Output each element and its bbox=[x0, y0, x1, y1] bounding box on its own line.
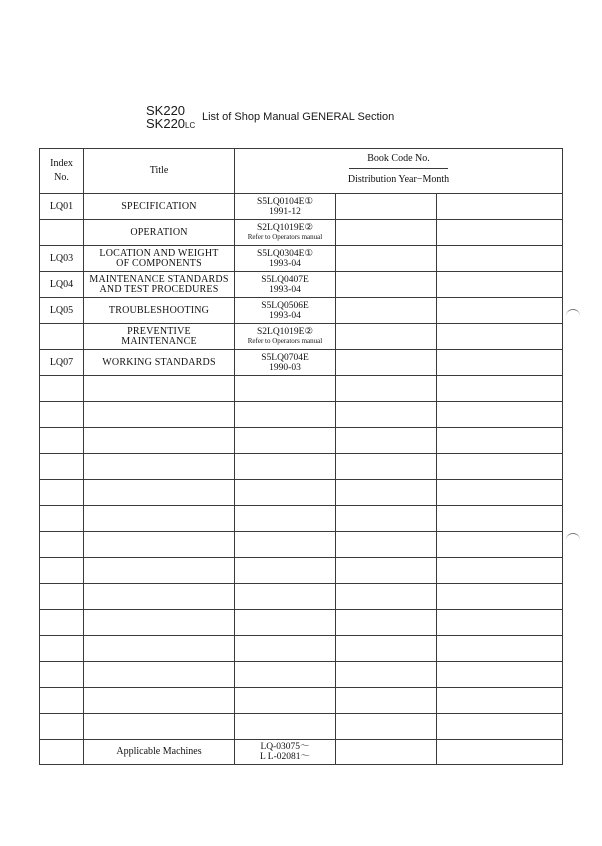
column-header-distribution: Distribution Year−Month bbox=[235, 171, 563, 194]
row-book-code-empty bbox=[336, 272, 437, 298]
model-name-lc bbox=[146, 117, 195, 132]
empty-cell bbox=[84, 688, 235, 714]
empty-cell bbox=[235, 532, 336, 558]
table-row-empty bbox=[40, 636, 563, 662]
empty-cell bbox=[437, 558, 563, 584]
row-book-code-number: S2LQ1019E② bbox=[256, 327, 314, 337]
row-book-code-empty bbox=[437, 350, 563, 376]
table-row bbox=[40, 324, 563, 350]
row-book-code-empty bbox=[336, 220, 437, 246]
empty-cell bbox=[84, 532, 235, 558]
row-title-line1: WORKING STANDARDS bbox=[102, 356, 216, 368]
document-title: List of Shop Manual GENERAL Section bbox=[202, 111, 395, 123]
table-row bbox=[40, 194, 563, 220]
empty-cell bbox=[40, 662, 84, 688]
table-row bbox=[40, 220, 563, 246]
row-book-code-number: S2LQ1019E② bbox=[256, 223, 314, 233]
margin-mark bbox=[566, 309, 580, 318]
empty-cell bbox=[437, 428, 563, 454]
row-book-code-note: Refer to Operators manual bbox=[247, 337, 323, 345]
table-row-empty bbox=[40, 532, 563, 558]
row-title bbox=[84, 324, 235, 350]
empty-cell bbox=[40, 610, 84, 636]
row-index: LQ04 bbox=[40, 272, 84, 298]
applicable-machines-row bbox=[40, 740, 563, 765]
column-header-book-code bbox=[235, 149, 563, 172]
empty-cell bbox=[40, 376, 84, 402]
row-index bbox=[40, 220, 84, 246]
table-row bbox=[40, 246, 563, 272]
row-distribution-date: 1993-04 bbox=[269, 258, 301, 269]
row-title-line1: SPECIFICATION bbox=[121, 200, 197, 212]
row-title-line1: OPERATION bbox=[130, 226, 188, 238]
empty-cell bbox=[40, 402, 84, 428]
row-book-code-number: S5LQ0407E bbox=[261, 274, 309, 285]
row-book-code-empty bbox=[437, 220, 563, 246]
empty-cell bbox=[84, 714, 235, 740]
row-title-line1: PREVENTIVE bbox=[127, 325, 191, 337]
table-row bbox=[40, 298, 563, 324]
row-title-line1: TROUBLESHOOTING bbox=[108, 304, 210, 316]
row-book-code bbox=[235, 324, 336, 350]
table-row bbox=[40, 350, 563, 376]
row-book-code-empty bbox=[437, 324, 563, 350]
document-header bbox=[146, 104, 195, 132]
manual-list-table bbox=[39, 148, 563, 765]
empty-cell bbox=[437, 688, 563, 714]
empty-cell bbox=[84, 376, 235, 402]
row-book-code bbox=[235, 220, 336, 246]
empty-cell bbox=[40, 740, 84, 765]
row-distribution-date: 1993-04 bbox=[269, 284, 301, 295]
row-book-code-empty bbox=[336, 246, 437, 272]
empty-cell bbox=[40, 688, 84, 714]
empty-cell bbox=[336, 376, 437, 402]
empty-cell bbox=[437, 506, 563, 532]
empty-cell bbox=[235, 558, 336, 584]
column-header-index-line1: Index bbox=[50, 158, 73, 169]
empty-cell bbox=[336, 584, 437, 610]
empty-cell bbox=[437, 454, 563, 480]
model-name-primary: SK220 bbox=[146, 103, 186, 118]
row-book-code-empty bbox=[336, 350, 437, 376]
empty-cell bbox=[336, 662, 437, 688]
row-title bbox=[84, 272, 235, 298]
empty-cell bbox=[336, 402, 437, 428]
empty-cell bbox=[40, 584, 84, 610]
empty-cell bbox=[336, 714, 437, 740]
empty-cell bbox=[84, 454, 235, 480]
empty-cell bbox=[235, 402, 336, 428]
row-book-code-empty bbox=[336, 194, 437, 220]
row-title bbox=[84, 220, 235, 246]
empty-cell bbox=[235, 454, 336, 480]
table-header-row bbox=[40, 149, 563, 172]
table-row-empty bbox=[40, 402, 563, 428]
row-book-code-empty bbox=[437, 246, 563, 272]
empty-cell bbox=[336, 480, 437, 506]
empty-cell bbox=[336, 506, 437, 532]
empty-cell bbox=[235, 636, 336, 662]
row-book-code bbox=[235, 246, 336, 272]
empty-cell bbox=[437, 402, 563, 428]
empty-cell bbox=[336, 454, 437, 480]
table-row bbox=[40, 272, 563, 298]
empty-cell bbox=[437, 636, 563, 662]
table-row-empty bbox=[40, 714, 563, 740]
empty-cell bbox=[437, 740, 563, 765]
empty-cell bbox=[84, 584, 235, 610]
empty-cell bbox=[235, 662, 336, 688]
empty-cell bbox=[40, 636, 84, 662]
empty-cell bbox=[235, 714, 336, 740]
table-row-empty bbox=[40, 558, 563, 584]
row-distribution-date: 1990-03 bbox=[269, 362, 301, 373]
empty-cell bbox=[235, 506, 336, 532]
table-row-empty bbox=[40, 584, 563, 610]
empty-cell bbox=[40, 428, 84, 454]
row-book-code-empty bbox=[336, 298, 437, 324]
empty-cell bbox=[235, 584, 336, 610]
row-book-code bbox=[235, 298, 336, 324]
empty-cell bbox=[84, 558, 235, 584]
column-header-book-code-label: Book Code No. bbox=[349, 154, 448, 169]
row-book-code-empty bbox=[336, 324, 437, 350]
row-title bbox=[84, 194, 235, 220]
empty-cell bbox=[84, 610, 235, 636]
row-title-line1: LOCATION AND WEIGHT bbox=[99, 247, 219, 259]
row-book-code-number: S5LQ0506E bbox=[261, 300, 309, 311]
empty-cell bbox=[336, 688, 437, 714]
empty-cell bbox=[336, 558, 437, 584]
empty-cell bbox=[235, 480, 336, 506]
table-row-empty bbox=[40, 506, 563, 532]
serial-number-2: L L-02081〜 bbox=[259, 752, 311, 762]
empty-cell bbox=[336, 636, 437, 662]
empty-cell bbox=[84, 402, 235, 428]
empty-cell bbox=[84, 428, 235, 454]
row-book-code bbox=[235, 272, 336, 298]
row-title-line2: AND TEST PROCEDURES bbox=[99, 283, 219, 295]
row-distribution-date: 1993-04 bbox=[269, 310, 301, 321]
empty-cell bbox=[336, 610, 437, 636]
empty-cell bbox=[336, 428, 437, 454]
empty-cell bbox=[84, 506, 235, 532]
empty-cell bbox=[40, 454, 84, 480]
row-distribution-date: 1991-12 bbox=[269, 206, 301, 217]
row-book-code-number: S5LQ0704E bbox=[261, 352, 309, 363]
empty-cell bbox=[437, 584, 563, 610]
applicable-machines-label: Applicable Machines bbox=[84, 740, 235, 765]
table-row-empty bbox=[40, 480, 563, 506]
row-title bbox=[84, 246, 235, 272]
model-name-secondary: SK220 bbox=[146, 116, 186, 131]
row-book-code-empty bbox=[437, 272, 563, 298]
empty-cell bbox=[336, 740, 437, 765]
row-book-code bbox=[235, 350, 336, 376]
row-index bbox=[40, 324, 84, 350]
row-title-line2: OF COMPONENTS bbox=[116, 257, 202, 269]
table-row-empty bbox=[40, 662, 563, 688]
empty-cell bbox=[40, 480, 84, 506]
model-suffix: LC bbox=[185, 121, 196, 130]
row-title-line2: MAINTENANCE bbox=[121, 335, 197, 347]
row-index: LQ05 bbox=[40, 298, 84, 324]
row-book-code-number: S5LQ0104E① bbox=[256, 196, 314, 207]
empty-cell bbox=[437, 376, 563, 402]
column-header-index bbox=[40, 149, 84, 194]
row-index: LQ01 bbox=[40, 194, 84, 220]
empty-cell bbox=[235, 610, 336, 636]
table-row-empty bbox=[40, 610, 563, 636]
table-row-empty bbox=[40, 376, 563, 402]
empty-cell bbox=[84, 636, 235, 662]
empty-cell bbox=[437, 714, 563, 740]
row-book-code bbox=[235, 194, 336, 220]
column-header-title: Title bbox=[84, 149, 235, 194]
empty-cell bbox=[84, 480, 235, 506]
row-index: LQ07 bbox=[40, 350, 84, 376]
margin-mark bbox=[566, 533, 580, 542]
applicable-machines-serials bbox=[235, 740, 336, 765]
empty-cell bbox=[336, 532, 437, 558]
row-title bbox=[84, 350, 235, 376]
row-title-line1: MAINTENANCE STANDARDS bbox=[89, 273, 229, 285]
empty-cell bbox=[235, 376, 336, 402]
column-header-index-line2: No. bbox=[54, 172, 69, 183]
serial-number-1: LQ-03075〜 bbox=[260, 742, 310, 752]
empty-cell bbox=[40, 558, 84, 584]
row-book-code-note: Refer to Operators manual bbox=[247, 233, 323, 241]
empty-cell bbox=[40, 532, 84, 558]
row-book-code-empty bbox=[437, 298, 563, 324]
table-row-empty bbox=[40, 688, 563, 714]
empty-cell bbox=[84, 662, 235, 688]
table-row-empty bbox=[40, 454, 563, 480]
row-book-code-empty bbox=[437, 194, 563, 220]
empty-cell bbox=[235, 428, 336, 454]
row-book-code-number: S5LQ0304E① bbox=[256, 248, 314, 259]
empty-cell bbox=[40, 506, 84, 532]
empty-cell bbox=[235, 688, 336, 714]
empty-cell bbox=[437, 662, 563, 688]
empty-cell bbox=[437, 480, 563, 506]
row-title bbox=[84, 298, 235, 324]
empty-cell bbox=[437, 610, 563, 636]
row-index: LQ03 bbox=[40, 246, 84, 272]
empty-cell bbox=[40, 714, 84, 740]
table-row-empty bbox=[40, 428, 563, 454]
empty-cell bbox=[437, 532, 563, 558]
